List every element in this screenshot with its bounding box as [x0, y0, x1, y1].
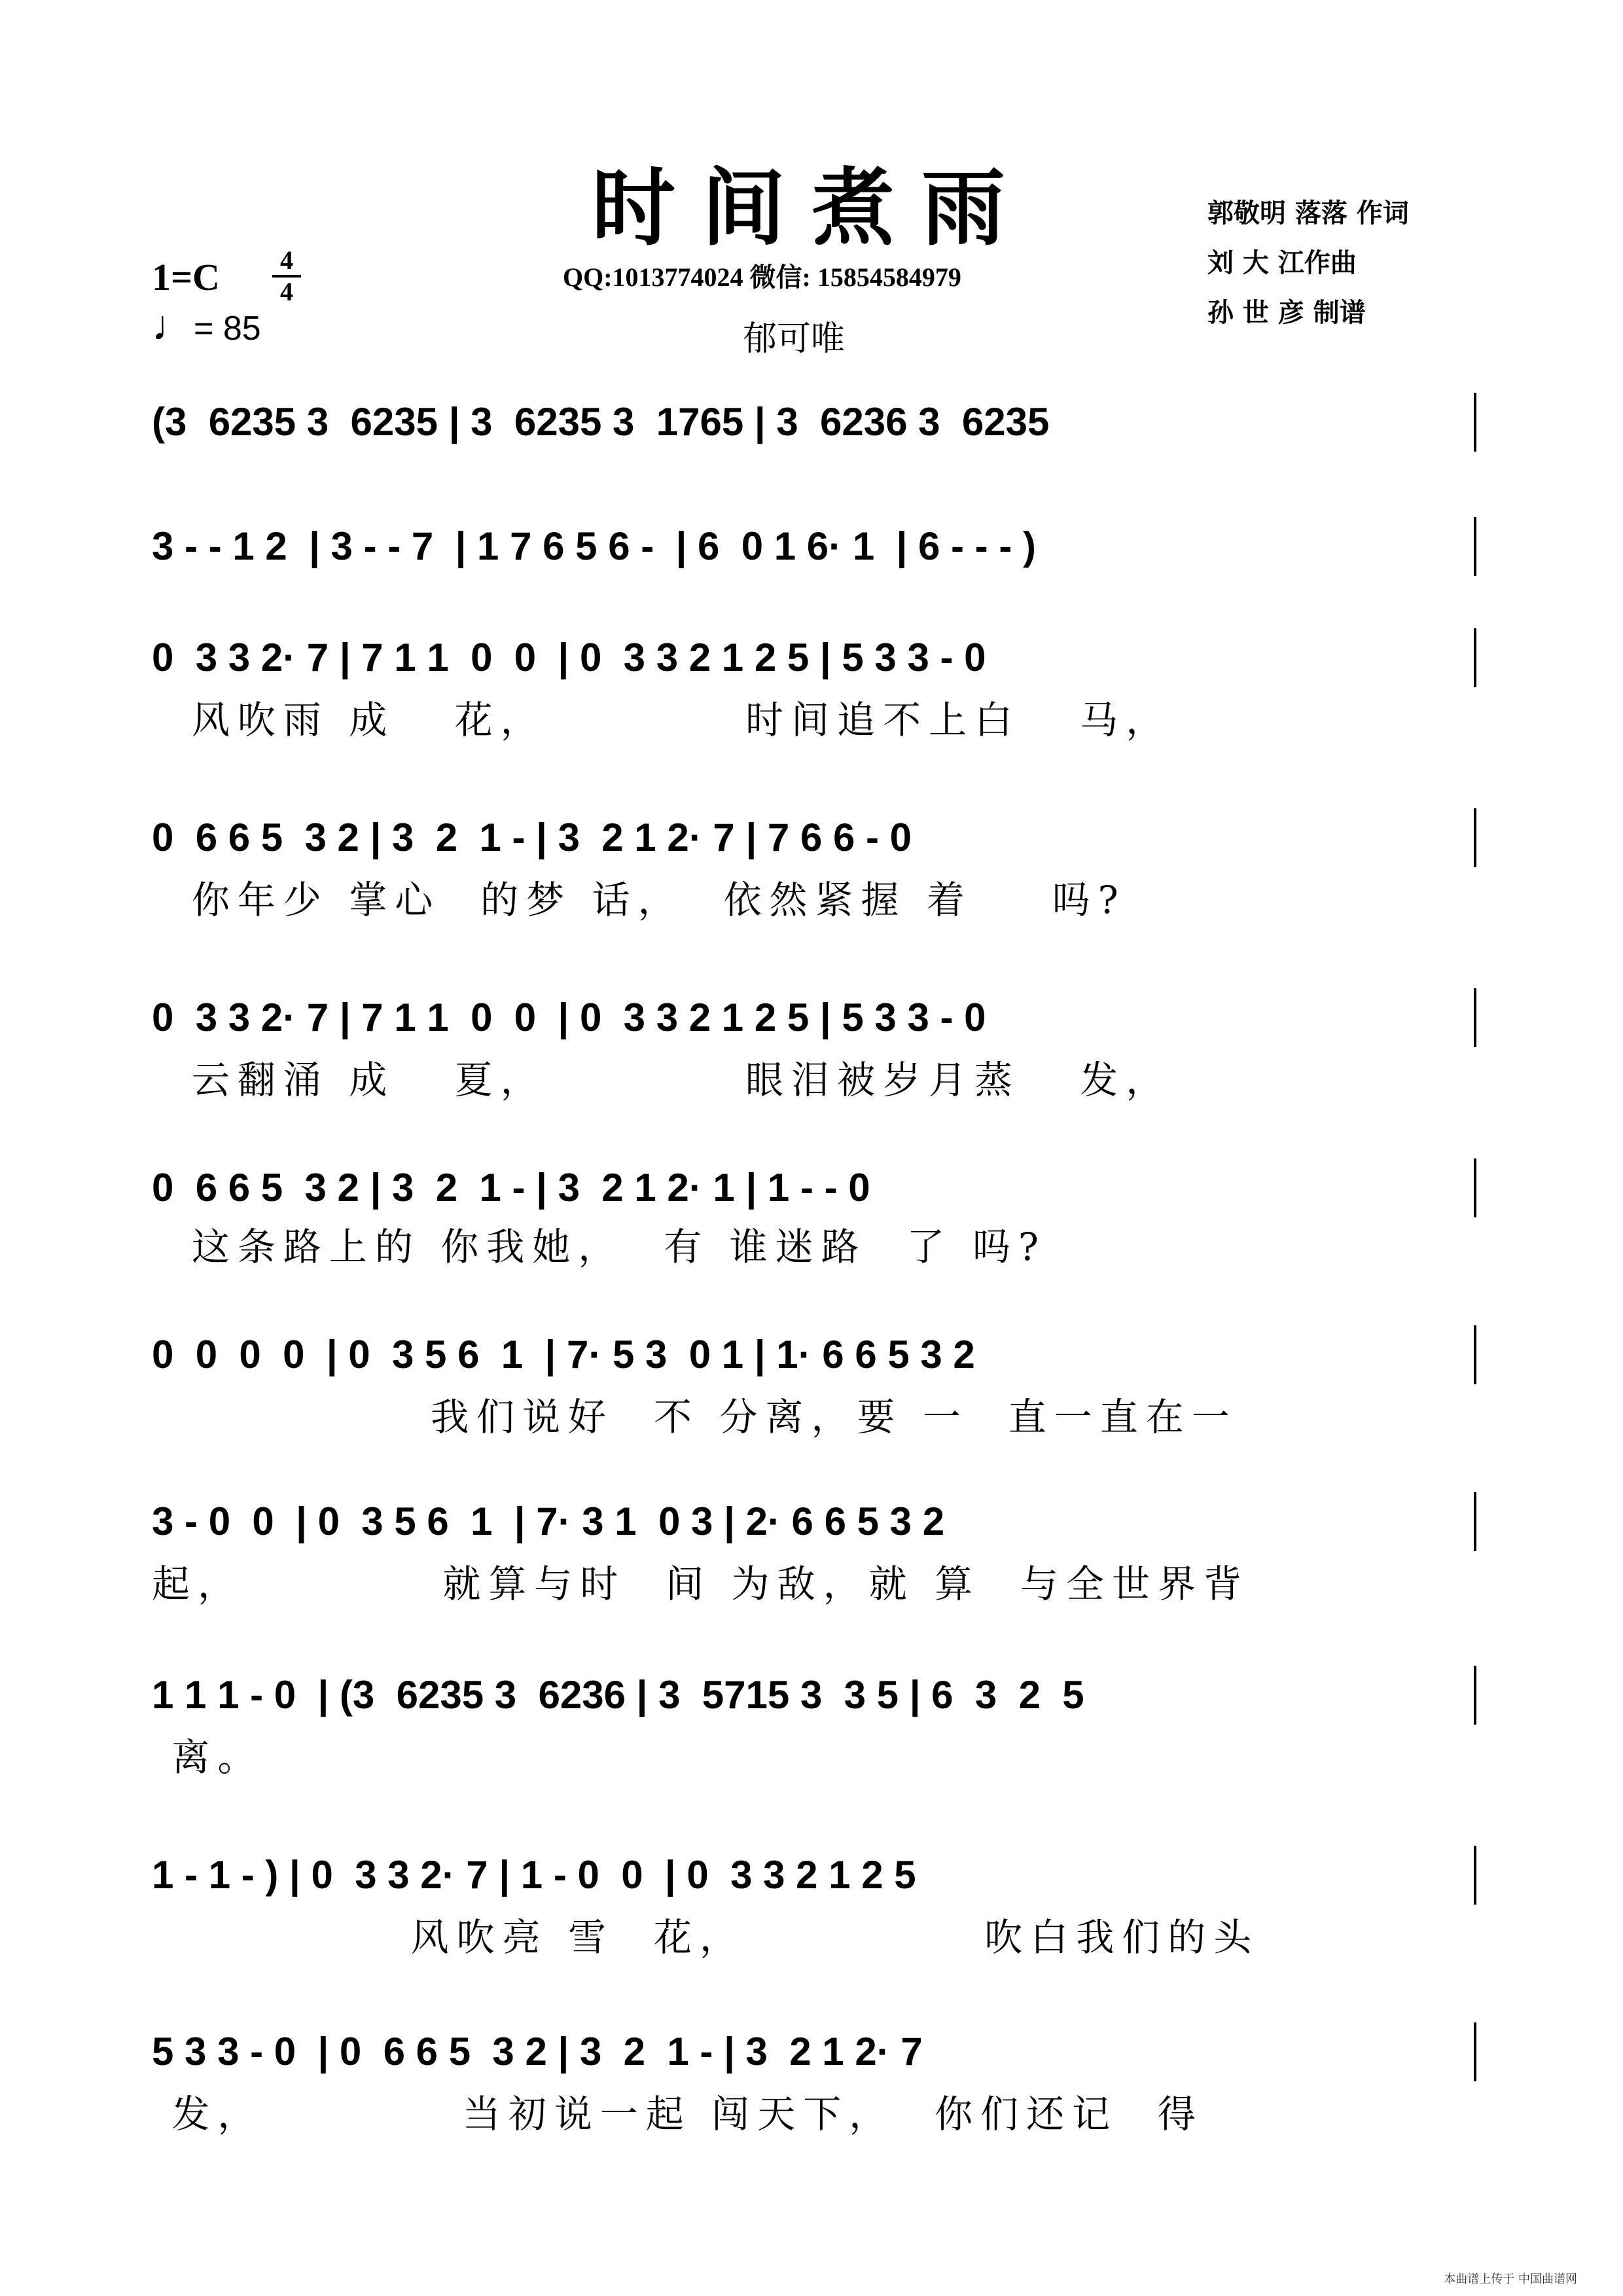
quarter-note-icon: ♩ [152, 302, 194, 349]
tempo-value: = 85 [194, 310, 261, 348]
end-barline [1474, 1158, 1476, 1217]
arranger-credit: 孙 世 彦 制谱 [1207, 297, 1366, 328]
lyrics-line: 风吹亮 雪 花， 吹白我们的头 [152, 1915, 1260, 1960]
tempo-marking [152, 301, 261, 350]
notes-line: 1 1 1 - 0 | (3 6235 3 6236 | 3 5715 3 3 5 | 6 3 2 5 [152, 1673, 1084, 1717]
key-signature: 1=C [152, 256, 220, 298]
end-barline [1474, 1492, 1476, 1551]
end-barline [1474, 1325, 1476, 1384]
song-title: 时间煮雨 [591, 159, 1031, 257]
notes-line: 0 0 0 0 | 0 3 5 6 1 | 7· 5 3 0 1 | 1· 6 6 5 3 2 [152, 1333, 975, 1376]
notes-line: 1 - 1 - ) | 0 3 3 2· 7 | 1 - 0 0 | 0 3 3 2 1 2 5 [152, 1853, 916, 1897]
time-sig-bottom: 4 [280, 277, 293, 306]
notes-line: 3 - - 1 2 | 3 - - 7 | 1 7 6 5 6 - | 6 0 1 6· 1 | 6 - - - ) [152, 524, 1036, 568]
lyrics-line: 发， 当初说一起 闯天下， 你们还记 得 [152, 2092, 1204, 2136]
notes-line: 0 3 3 2· 7 | 7 1 1 0 0 | 0 3 3 2 1 2 5 | 5 3 3 - 0 [152, 996, 986, 1039]
end-barline [1474, 2022, 1476, 2081]
end-barline [1474, 628, 1476, 687]
lyrics-line: 你年少 掌心 的梦 话， 依然紧握 着 吗? [152, 878, 1126, 922]
composer-credit: 刘 大 江作曲 [1207, 247, 1357, 278]
lyrics-line: 云翻涌 成 夏， 眼泪被岁月蒸 发， [152, 1058, 1172, 1102]
lyrics-line: 起， 就算与时 间 为敌，就 算 与全世界背 [152, 1562, 1249, 1606]
end-barline [1474, 988, 1476, 1047]
contact-info: QQ:1013774024 微信: 15854584979 [563, 262, 961, 292]
lyrics-line: 这条路上的 你我她， 有 谁迷路 了 吗? [152, 1225, 1047, 1269]
notes-line: 0 6 6 5 3 2 | 3 2 1 - | 3 2 1 2· 1 | 1 - - 0 [152, 1166, 870, 1210]
end-barline [1474, 1666, 1476, 1725]
credits [1207, 188, 1409, 338]
lyrics-line: 我们说好 不 分离，要 一 直一直在一 [152, 1395, 1238, 1439]
singer-name: 郁可唯 [743, 319, 846, 359]
end-barline [1474, 808, 1476, 867]
notes-line: (3 6235 3 6235 | 3 6235 3 1765 | 3 6236 3 6235 [152, 400, 1050, 444]
lyrics-line: 离。 [152, 1735, 264, 1780]
notes-line: 0 6 6 5 3 2 | 3 2 1 - | 3 2 1 2· 7 | 7 6 6 - 0 [152, 816, 912, 859]
time-sig-top: 4 [280, 245, 293, 275]
lyrics-line: 风吹雨 成 花， 时间追不上白 马， [152, 698, 1172, 742]
time-signature [272, 247, 301, 305]
notes-line: 3 - 0 0 | 0 3 5 6 1 | 7· 3 1 0 3 | 2· 6 6 5 3 2 [152, 1499, 945, 1543]
lyricist-credit: 郭敬明 落落 作词 [1207, 198, 1409, 228]
end-barline [1474, 517, 1476, 576]
end-barline [1474, 1846, 1476, 1905]
end-barline [1474, 393, 1476, 452]
footer-watermark: 本曲谱上传于 中国曲谱网 [1444, 2272, 1577, 2286]
notes-line: 5 3 3 - 0 | 0 6 6 5 3 2 | 3 2 1 - | 3 2 1 2· 7 [152, 2030, 923, 2073]
notes-line: 0 3 3 2· 7 | 7 1 1 0 0 | 0 3 3 2 1 2 5 | 5 3 3 - 0 [152, 636, 986, 679]
lyrics-line [152, 461, 1474, 514]
